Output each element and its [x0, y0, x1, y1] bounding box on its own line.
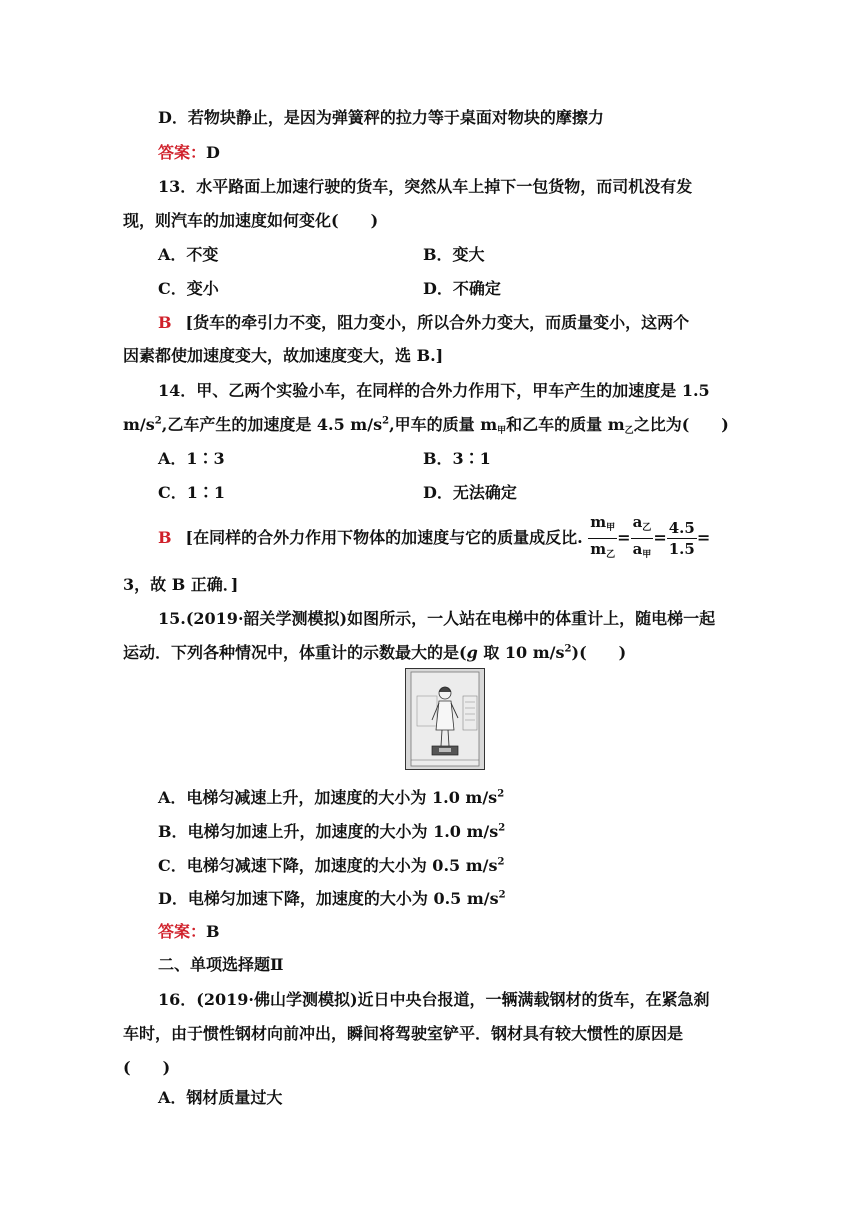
- fraction-mass-ratio: [588, 512, 617, 565]
- text: )( ): [571, 643, 627, 662]
- q13-option-b: B．变大: [423, 245, 485, 264]
- q14-solution-line1: B [在同样的合外力作用下物体的加速度与它的质量成反比. $\frac{m_甲}{m_乙}$ = $\frac{a_乙}{a_甲}$ = $\frac{4.5}{1.5}$ =: [158, 512, 710, 565]
- superscript: 2: [498, 889, 506, 901]
- q12-option-d: D．若物块静止，是因为弹簧秤的拉力等于桌面对物块的摩擦力: [158, 108, 604, 127]
- superscript: 2: [497, 788, 505, 800]
- subscript: 乙: [624, 426, 634, 436]
- q14-option-b: B．3∶1: [423, 449, 491, 468]
- q16-stem-line1: 16．(2019·佛山学测模拟)近日中央台报道，一辆满载钢材的货车，在紧急刹: [158, 990, 710, 1009]
- superscript: 2: [564, 643, 572, 655]
- q16-stem-line2: 车时，由于惯性钢材向前冲出，瞬间将驾驶室铲平．钢材具有较大惯性的原因是: [123, 1024, 684, 1043]
- superscript: 2: [154, 415, 162, 427]
- q13-solution-line2: 因素都使加速度变大，故加速度变大，选 B.]: [123, 346, 444, 365]
- solution-text: [货车的牵引力不变，阻力变小，所以合外力变大，而质量变小，这两个: [185, 313, 690, 332]
- fraction-accel-ratio: [631, 512, 654, 565]
- q13-option-a: A．不变: [158, 245, 219, 264]
- q15-option-d: [158, 886, 506, 909]
- superscript: 2: [498, 822, 506, 834]
- q16-stem-line3: ( ): [123, 1058, 171, 1077]
- text: B．电梯匀加速上升，加速度的大小为 1.0 m/s: [158, 822, 499, 841]
- text: C．电梯匀减速下降，加速度的大小为 0.5 m/s: [158, 856, 498, 875]
- numerator: a: [632, 513, 643, 531]
- solution-letter: B: [158, 313, 172, 332]
- text: ,甲车的质量 m: [389, 415, 498, 434]
- q15-stem-line1: 15.(2019·韶关学测模拟)如图所示，一人站在电梯中的体重计上，随电梯一起: [158, 609, 716, 628]
- text: 和乙车的质量 m: [506, 415, 625, 434]
- answer-value: D: [206, 143, 220, 162]
- text: A．电梯匀减速上升，加速度的大小为 1.0 m/s: [158, 788, 498, 807]
- q14-solution-line2: 3，故 B 正确．]: [123, 575, 239, 594]
- q15-option-b: [158, 819, 505, 842]
- text: m/s: [123, 415, 155, 434]
- q14-stem-line2: [123, 412, 729, 436]
- q13-stem-line1: 13．水平路面上加速行驶的货车，突然从车上掉下一包货物，而司机没有发: [158, 177, 693, 196]
- subscript: 乙: [642, 523, 652, 533]
- text: ,乙车产生的加速度是 4.5 m/s: [161, 415, 383, 434]
- subscript: 甲: [497, 426, 507, 436]
- numerator: 4.5: [668, 519, 695, 537]
- section-title: 二、单项选择题Ⅱ: [158, 955, 284, 974]
- q14-option-c: C．1∶1: [158, 483, 226, 502]
- denominator: 1.5: [668, 540, 695, 558]
- answer-label: 答案：: [158, 922, 207, 941]
- subscript: 甲: [606, 523, 616, 533]
- q16-option-a: A．钢材质量过大: [158, 1088, 283, 1107]
- q14-option-d: D．无法确定: [423, 483, 517, 502]
- q13-solution-line1: [158, 310, 689, 333]
- subscript: 乙: [606, 550, 616, 560]
- q13-stem-line2: 现，则汽车的加速度如何变化( ): [123, 211, 379, 230]
- text: 运动．下列各种情况中，体重计的示数最大的是(: [123, 643, 467, 662]
- solution-text: [在同样的合外力作用下物体的加速度与它的质量成反比.: [185, 528, 583, 547]
- superscript: 2: [382, 415, 390, 427]
- q15-option-a: [158, 785, 504, 808]
- q13-option-d: D．不确定: [423, 279, 501, 298]
- q15-stem-line2: [123, 640, 626, 663]
- q15-option-c: [158, 853, 504, 876]
- text: 之比为( ): [633, 415, 729, 434]
- denominator: a: [632, 540, 643, 558]
- elevator-scale-figure: [405, 668, 485, 770]
- numerator: m: [590, 513, 607, 531]
- q14-stem-line1: 14．甲、乙两个实验小车，在同样的合外力作用下，甲车产生的加速度是 1.5: [158, 381, 710, 400]
- subscript: 甲: [642, 550, 652, 560]
- text: g: [466, 643, 478, 662]
- text: 取 10 m/s: [477, 643, 565, 662]
- text: D．电梯匀加速下降，加速度的大小为 0.5 m/s: [158, 889, 499, 908]
- solution-letter: B: [158, 528, 172, 547]
- answer-value: B: [206, 922, 220, 941]
- q12-answer: [158, 140, 220, 163]
- superscript: 2: [497, 856, 505, 868]
- fraction-numeric: [667, 518, 697, 559]
- q15-answer: [158, 919, 220, 942]
- q14-option-a: A．1∶3: [158, 449, 225, 468]
- answer-label: 答案：: [158, 143, 207, 162]
- denominator: m: [590, 540, 607, 558]
- q13-option-c: C．变小: [158, 279, 219, 298]
